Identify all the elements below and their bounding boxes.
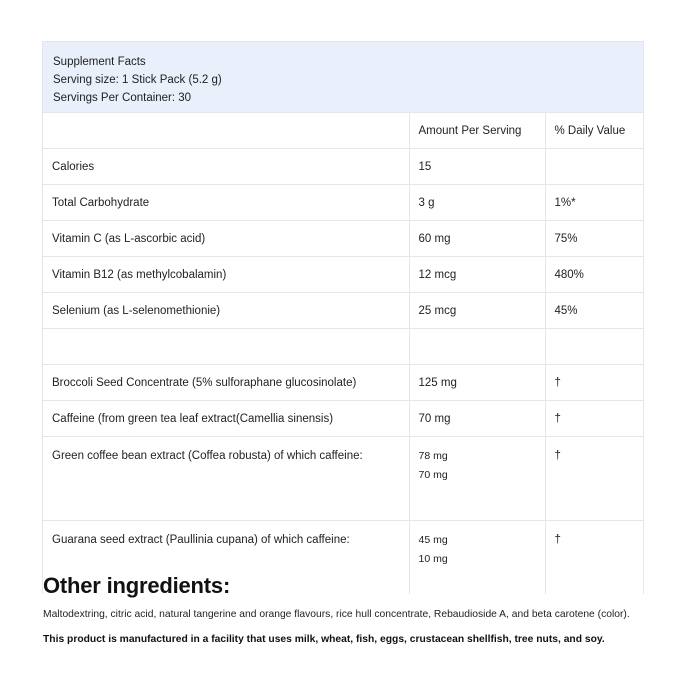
nutrient-name: Total Carbohydrate [43, 185, 409, 221]
table-row [43, 401, 643, 437]
nutrient-name [43, 329, 409, 365]
nutrient-amount: 60 mg [409, 221, 545, 257]
table-row [43, 437, 643, 521]
nutrient-dv: † [545, 437, 643, 521]
servings-per-container: Servings Per Container: 30 [53, 92, 192, 104]
nutrient-name: Calories [43, 149, 409, 185]
table-row [43, 221, 643, 257]
nutrient-dv [545, 149, 643, 185]
nutrient-dv: 75% [545, 221, 643, 257]
table-row [43, 185, 643, 221]
nutrient-dv: 480% [545, 257, 643, 293]
nutrient-dv: 1%* [545, 185, 643, 221]
nutrient-name: Broccoli Seed Concentrate (5% sulforaphane glucosinolate) [43, 365, 409, 401]
column-header-dv: % Daily Value [545, 113, 643, 149]
facts-title: Supplement Facts [53, 56, 146, 68]
nutrient-name: Vitamin B12 (as methylcobalamin) [43, 257, 409, 293]
amount-line: 10 mg [418, 553, 448, 565]
nutrient-amount: 15 [409, 149, 545, 185]
nutrient-amount [409, 329, 545, 365]
table-row-empty [43, 329, 643, 365]
amount-line: 45 mg [418, 534, 448, 546]
column-header-amount: Amount Per Serving [409, 113, 545, 149]
nutrient-amount: 12 mcg [409, 257, 545, 293]
amount-line: 70 mg [418, 469, 448, 481]
nutrient-dv: † [545, 521, 643, 595]
allergen-facility-notice: This product is manufactured in a facility that uses milk, wheat, fish, eggs, crustacean shellfish, tree nuts, and soy. [43, 634, 605, 645]
nutrient-name: Vitamin C (as L-ascorbic acid) [43, 221, 409, 257]
table-row [43, 293, 643, 329]
nutrient-dv: † [545, 401, 643, 437]
other-ingredients-heading: Other ingredients: [43, 573, 231, 598]
amount-line: 78 mg [418, 450, 448, 462]
nutrient-name: Green coffee bean extract (Coffea robusta) of which caffeine: [43, 437, 409, 521]
nutrient-dv [545, 329, 643, 365]
supplement-facts-panel [42, 41, 644, 594]
serving-size: Serving size: 1 Stick Pack (5.2 g) [53, 74, 222, 86]
nutrient-amount: 3 g [409, 185, 545, 221]
nutrient-name: Selenium (as L-selenomethionie) [43, 293, 409, 329]
nutrient-amount [409, 521, 545, 595]
ingredients-text: Maltodextring, citric acid, natural tangerine and orange flavours, rice hull concentrate, Rebaudioside A, and beta carotene (color). [43, 609, 630, 620]
facts-header [43, 42, 643, 113]
nutrient-dv: 45% [545, 293, 643, 329]
nutrient-amount: 70 mg [409, 401, 545, 437]
nutrient-amount: 25 mcg [409, 293, 545, 329]
table-row [43, 365, 643, 401]
nutrient-amount: 125 mg [409, 365, 545, 401]
table-header-row [43, 113, 643, 149]
table-row [43, 257, 643, 293]
column-header [43, 113, 409, 149]
table-row [43, 149, 643, 185]
nutrient-dv: † [545, 365, 643, 401]
facts-table [43, 113, 643, 594]
nutrient-name: Caffeine (from green tea leaf extract(Camellia sinensis) [43, 401, 409, 437]
nutrient-amount [409, 437, 545, 521]
nutrient-name: Guarana seed extract (Paullinia cupana) of which caffeine: [52, 534, 350, 546]
